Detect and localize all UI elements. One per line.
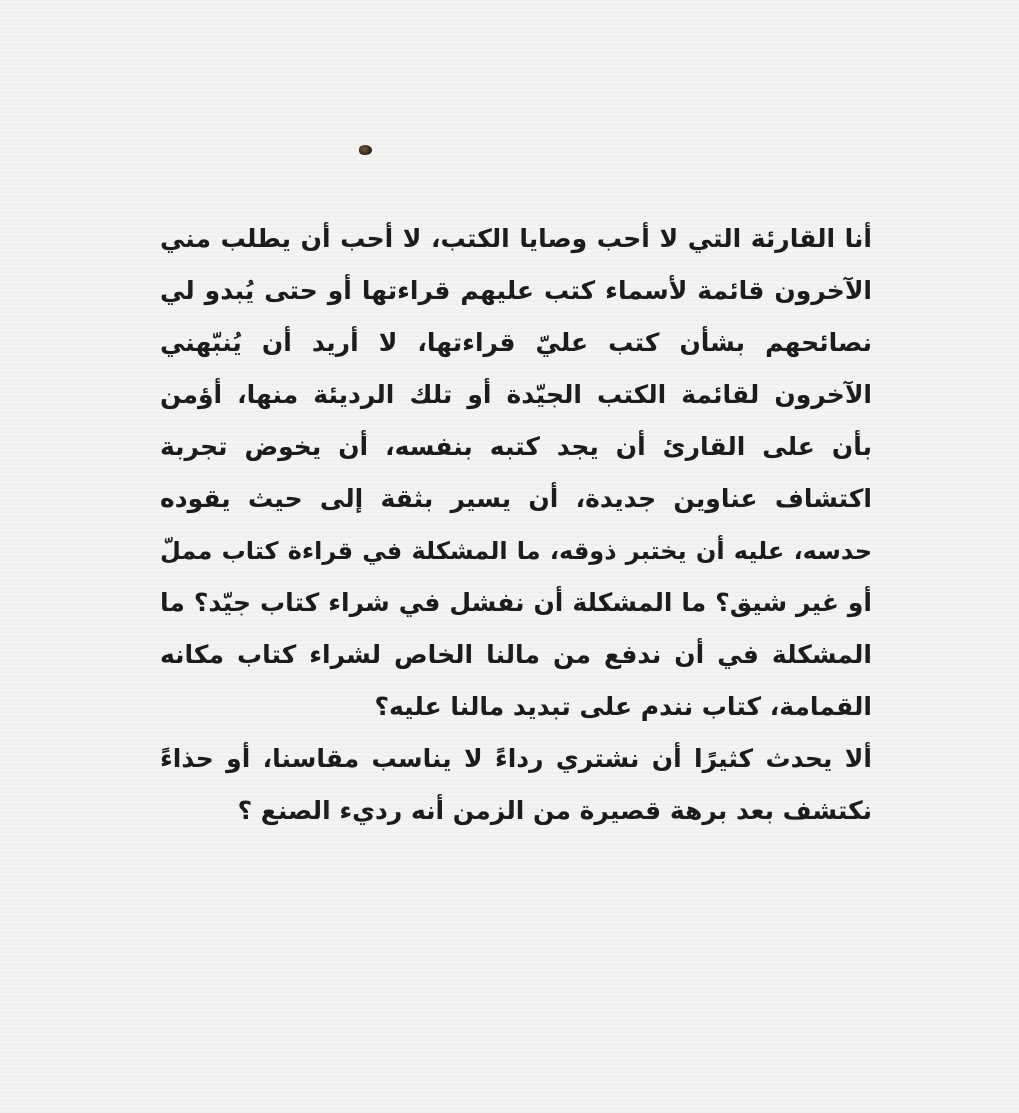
text-line-9: المشكلة في أن ندفع من مالنا الخاص لشراء كتاب مكانه (160, 640, 872, 669)
paper-speck (359, 145, 372, 155)
text-line-3: نصائحهم بشأن كتب عليّ قراءتها، لا أريد أن يُنبّهني (160, 328, 872, 357)
paragraph-text (160, 213, 872, 837)
text-line-2: الآخرون قائمة لأسماء كتب عليهم قراءتها أو حتى يُبدو لي (160, 276, 872, 305)
text-line-1: أنا القارئة التي لا أحب وصايا الكتب، لا أحب أن يطلب مني (160, 224, 872, 253)
text-line-6: اكتشاف عناوين جديدة، أن يسير بثقة إلى حيث يقوده (160, 484, 872, 513)
text-line-8: أو غير شيق؟ ما المشكلة أن نفشل في شراء كتاب جيّد؟ ما (160, 588, 872, 617)
text-line-12: نكتشف بعد برهة قصيرة من الزمن أنه رديء الصنع ؟ (237, 796, 872, 825)
text-line-10: القمامة، كتاب نندم على تبديد مالنا عليه؟ (374, 692, 872, 721)
text-line-4: الآخرون لقائمة الكتب الجيّدة أو تلك الرديئة منها، أؤمن (160, 380, 872, 409)
text-line-5: بأن على القارئ أن يجد كتبه بنفسه، أن يخوض تجربة (160, 432, 872, 461)
text-line-11: ألا يحدث كثيرًا أن نشتري رداءً لا يناسب مقاسنا، أو حذاءً (160, 744, 872, 773)
text-line-7: حدسه، عليه أن يختبر ذوقه، ما المشكلة في قراءة كتاب مملّ (160, 537, 872, 565)
